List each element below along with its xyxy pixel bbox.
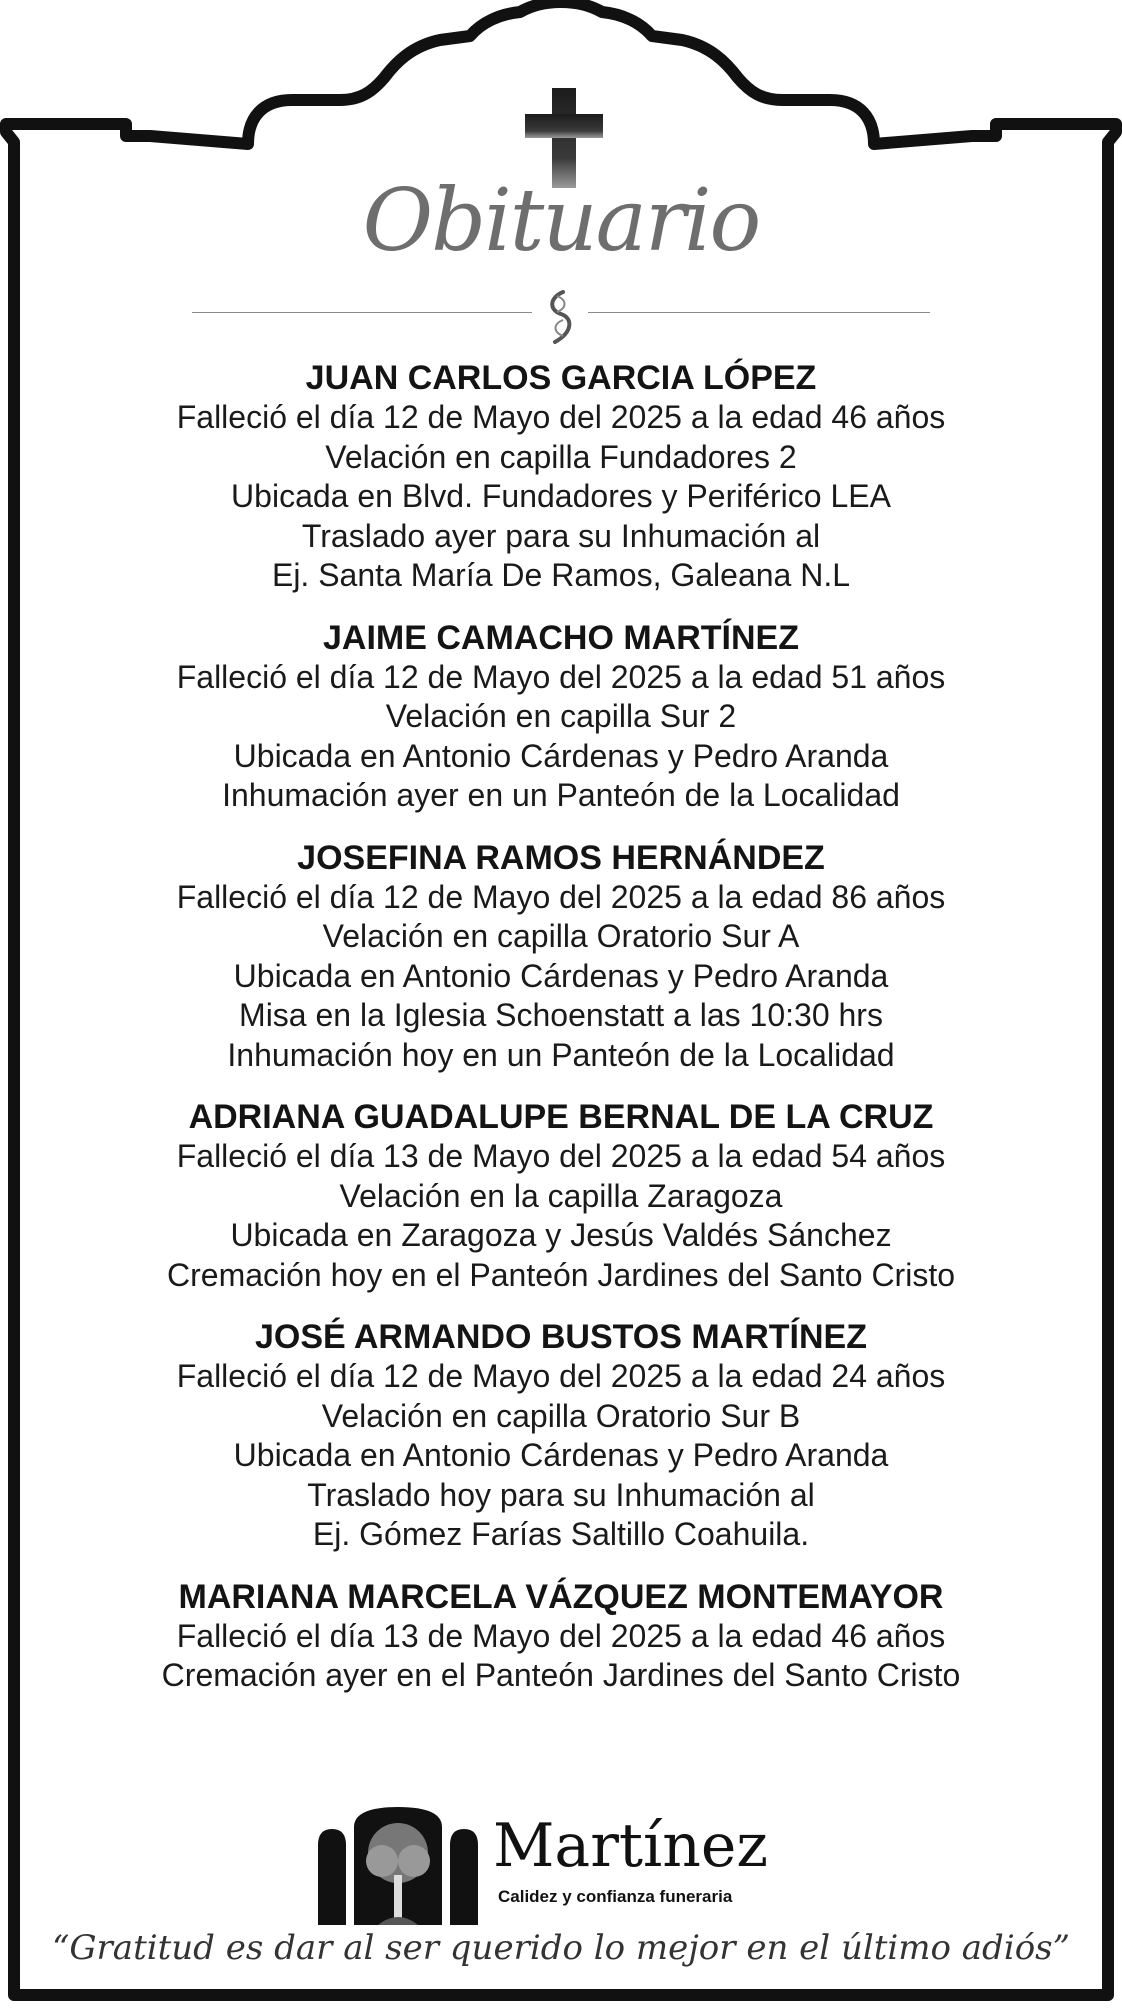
notice-line: Velación en la capilla Zaragoza — [339, 1177, 783, 1214]
funeral-home-logo — [318, 1805, 798, 1925]
deceased-name: ADRIANA GUADALUPE BERNAL DE LA CRUZ — [188, 1098, 934, 1136]
notice-line: Velación en capilla Oratorio Sur A — [322, 918, 800, 954]
notice-line: Falleció el día 12 de Mayo del 2025 a la edad 46 años — [176, 399, 946, 435]
arched-windows-tree-icon — [318, 1805, 478, 1925]
divider-right — [588, 312, 930, 313]
notice-line: Cremación hoy en el Panteón Jardines del Santo Cristo — [167, 1256, 955, 1293]
notice-line: Traslado hoy para su Inhumación al — [307, 1476, 815, 1513]
notice-line: Falleció el día 12 de Mayo del 2025 a la edad 51 años — [176, 658, 946, 695]
notice-line: Ubicada en Blvd. Fundadores y Periférico LEA — [231, 478, 891, 514]
deceased-name: MARIANA MARCELA VÁZQUEZ MONTEMAYOR — [178, 1577, 944, 1616]
notice-line: Falleció el día 13 de Mayo del 2025 a la edad 54 años — [176, 1138, 946, 1174]
notice-line: Falleció el día 12 de Mayo del 2025 a la edad 86 años — [176, 878, 946, 915]
obituary-notice — [40, 618, 1082, 816]
notice-line: Ej. Santa María De Ramos, Galeana N.L — [271, 557, 851, 593]
brand-tagline: Calidez y confianza funeraria — [498, 1887, 733, 1906]
notice-line: Ej. Gómez Farías Saltillo Coahuila. — [312, 1516, 810, 1552]
obituary-notice — [40, 1577, 1082, 1696]
notice-line: Cremación ayer en el Panteón Jardines del Santo Cristo — [161, 1657, 961, 1693]
deceased-name: JOSÉ ARMANDO BUSTOS MARTÍNEZ — [254, 1318, 868, 1356]
page-title: Obituario — [362, 171, 760, 271]
obituary-notice — [40, 1317, 1082, 1555]
notice-line: Ubicada en Antonio Cárdenas y Pedro Aranda — [233, 737, 889, 774]
obituary-notice — [40, 1097, 1082, 1295]
closing-quote: “Gratitud es dar al ser querido lo mejor en el último adiós” — [52, 1928, 1070, 1968]
notice-line: Inhumación ayer en un Panteón de la Localidad — [222, 777, 900, 813]
obituary-notice — [40, 838, 1082, 1076]
notice-line: Ubicada en Antonio Cárdenas y Pedro Aranda — [233, 1437, 889, 1473]
notice-line: Misa en la Iglesia Schoenstatt a las 10:30 hrs — [239, 997, 883, 1033]
obituary-list — [40, 358, 1082, 1718]
deceased-name: JOSEFINA RAMOS HERNÁNDEZ — [297, 838, 825, 877]
deceased-name: JUAN CARLOS GARCIA LÓPEZ — [305, 359, 817, 397]
divider-left — [192, 312, 532, 313]
obituary-notice — [40, 358, 1082, 596]
notice-line: Traslado ayer para su Inhumación al — [301, 517, 821, 554]
brand-name: Martínez — [493, 1811, 768, 1881]
notice-line: Velación en capilla Sur 2 — [385, 698, 737, 734]
notice-line: Falleció el día 12 de Mayo del 2025 a la edad 24 años — [176, 1358, 946, 1394]
notice-line: Falleció el día 13 de Mayo del 2025 a la edad 46 años — [176, 1617, 946, 1654]
scroll-ornament-icon — [541, 288, 579, 346]
notice-line: Inhumación hoy en un Panteón de la Localidad — [227, 1036, 895, 1073]
deceased-name: JAIME CAMACHO MARTÍNEZ — [323, 618, 799, 657]
notice-line: Ubicada en Antonio Cárdenas y Pedro Aranda — [233, 957, 889, 994]
notice-line: Ubicada en Zaragoza y Jesús Valdés Sánchez — [230, 1217, 892, 1253]
notice-line: Velación en capilla Oratorio Sur B — [321, 1397, 801, 1434]
notice-line: Velación en capilla Fundadores 2 — [325, 438, 797, 475]
